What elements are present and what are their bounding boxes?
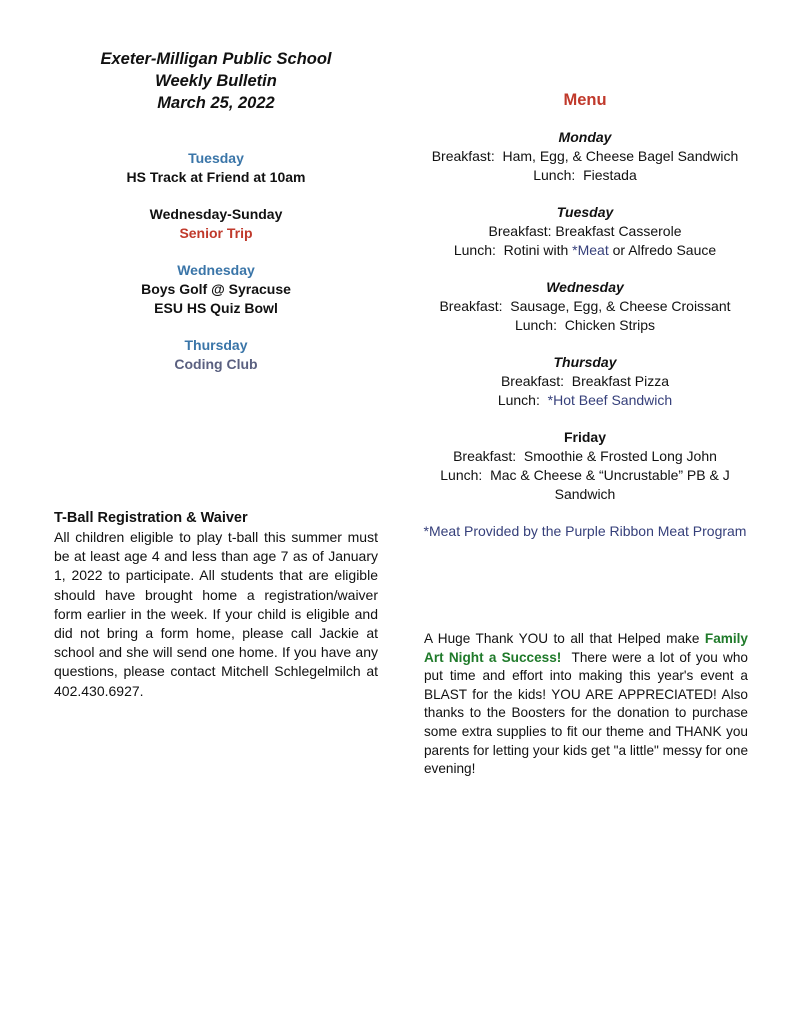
lunch-meat-item: *Meat	[572, 242, 609, 258]
event-wednesday	[56, 261, 376, 318]
bulletin-date: March 25, 2022	[157, 94, 275, 112]
breakfast-label: Breakfast:	[500, 373, 564, 389]
lunch-item: Mac & Cheese & “Uncrustable” PB & J Sandwich	[490, 467, 730, 502]
menu-breakfast	[420, 447, 750, 466]
breakfast-item: Breakfast Pizza	[571, 373, 670, 389]
menu-lunch	[420, 316, 750, 335]
lunch-meat-item: *Hot Beef Sandwich	[547, 392, 673, 408]
family-art-night-highlight: Family Art Night a Success!	[424, 631, 748, 665]
menu-title: Menu	[563, 91, 607, 109]
breakfast-label: Breakfast:	[439, 298, 503, 314]
lunch-item: Fiestada	[583, 167, 637, 183]
menu-breakfast	[420, 147, 750, 166]
breakfast-label: Breakfast:	[453, 448, 517, 464]
lunch-label: Lunch:	[440, 467, 483, 483]
tball-heading: T-Ball Registration & Waiver	[54, 510, 248, 526]
event-item: HS Track at Friend at 10am	[126, 169, 306, 185]
event-item: Coding Club	[174, 356, 258, 372]
thank-you-intro: A Huge Thank YOU to all that Helped make	[424, 631, 700, 646]
breakfast-item: Ham, Egg, & Cheese Bagel Sandwich	[502, 148, 739, 164]
menu-day-name: Thursday	[553, 354, 617, 370]
meat-provider-note: *Meat Provided by the Purple Ribbon Meat Program	[423, 523, 747, 539]
event-item: Senior Trip	[179, 225, 253, 241]
menu-day-tuesday	[420, 203, 750, 260]
event-day: Tuesday	[188, 150, 244, 166]
breakfast-item: Smoothie & Frosted Long John	[523, 448, 717, 464]
lunch-item: Chicken Strips	[564, 317, 656, 333]
tball-body: All children eligible to play t-ball this summer must be at least age 4 and less than age 7 as of January 1, 2022 to participate. All students that are eligible should have brought home a registration/waiver form earlier in the week. If your child is eligible and did not bring a form home, please call Jackie at school and she will send one home. If you have any questions, please contact Mitchell Schlegelmilch at 402.430.6927.	[54, 529, 378, 699]
bulletin-title: Weekly Bulletin	[155, 72, 277, 90]
menu-day-name: Friday	[563, 429, 606, 445]
lunch-label: Lunch:	[453, 242, 496, 258]
thank-you-section	[424, 630, 748, 779]
bulletin-header	[56, 48, 376, 114]
lunch-item: Rotini with	[503, 242, 569, 258]
menu-day-thursday	[420, 353, 750, 410]
menu-lunch	[420, 241, 750, 260]
menu-breakfast	[420, 222, 750, 241]
weekly-events	[56, 149, 376, 392]
lunch-label: Lunch:	[533, 167, 576, 183]
event-item: ESU HS Quiz Bowl	[154, 300, 278, 316]
tball-section	[54, 509, 378, 701]
event-tuesday	[56, 149, 376, 187]
breakfast-label: Breakfast:	[431, 148, 495, 164]
menu-breakfast	[420, 372, 750, 391]
lunch-menu	[420, 89, 750, 541]
menu-lunch	[420, 466, 750, 504]
menu-day-name: Wednesday	[546, 279, 624, 295]
menu-day-monday	[420, 128, 750, 185]
menu-day-friday	[420, 428, 750, 504]
event-thursday	[56, 336, 376, 374]
lunch-item-alt: or Alfredo Sauce	[612, 242, 717, 258]
menu-day-name: Monday	[558, 129, 612, 145]
lunch-label: Lunch:	[497, 392, 540, 408]
menu-lunch	[420, 391, 750, 410]
thank-you-text	[424, 630, 748, 779]
event-day: Thursday	[184, 337, 248, 353]
menu-day-wednesday	[420, 278, 750, 335]
event-item: Boys Golf @ Syracuse	[141, 281, 291, 297]
breakfast-item: Sausage, Egg, & Cheese Croissant	[510, 298, 731, 314]
menu-breakfast	[420, 297, 750, 316]
breakfast-label: Breakfast:	[488, 223, 552, 239]
menu-day-name: Tuesday	[556, 204, 614, 220]
breakfast-item: Breakfast Casserole	[555, 223, 682, 239]
event-day: Wednesday-Sunday	[149, 206, 283, 222]
event-wednesday-sunday	[56, 205, 376, 243]
event-day: Wednesday	[177, 262, 255, 278]
menu-lunch	[420, 166, 750, 185]
school-name: Exeter-Milligan Public School	[100, 50, 332, 68]
lunch-label: Lunch:	[514, 317, 557, 333]
thank-you-body: There were a lot of you who put time and effort into making this year's event a BLAST for the kids! YOU ARE APPRECIATED! Also thanks to the Boosters for the donation to purchase some extra supplies to fit our theme and THANK you parents for letting your kids get "a little" messy for one evening!	[424, 649, 748, 777]
